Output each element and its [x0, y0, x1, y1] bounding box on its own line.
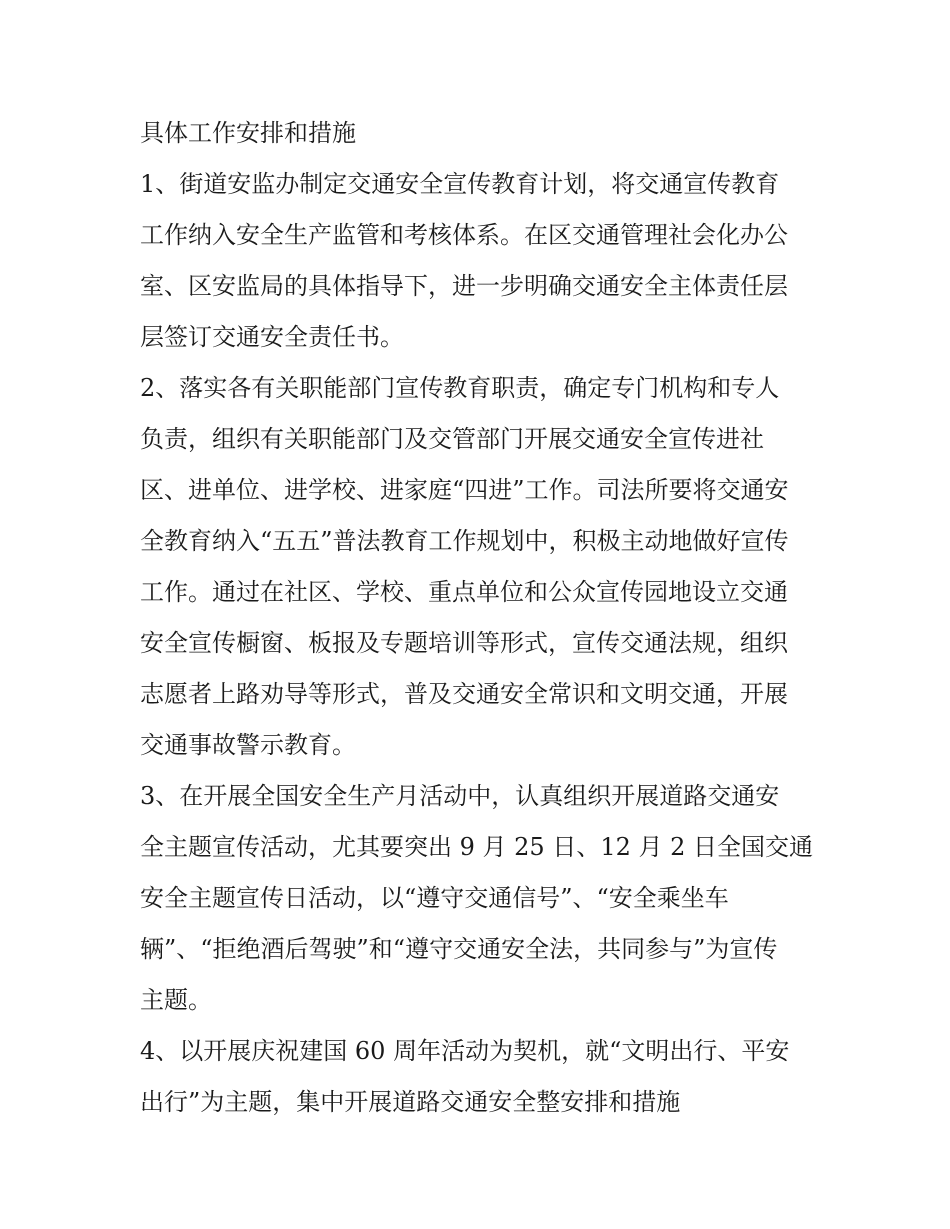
- paragraph-3: [140, 771, 820, 1026]
- paragraph-line: 2、落实各有关职能部门宣传教育职责，确定专门机构和专人: [140, 374, 780, 402]
- paragraph-line: 工作纳入安全生产监管和考核体系。在区交通管理社会化办公: [140, 221, 788, 249]
- paragraph-line: 全教育纳入“五五”普法教育工作规划中，积极主动地做好宣传: [140, 527, 789, 555]
- paragraph-line: 区、进单位、进学校、进家庭“四进”工作。司法所要将交通安: [140, 476, 789, 504]
- paragraph-line: 出行”为主题，集中开展道路交通安全整安排和措施: [140, 1088, 681, 1116]
- paragraph-line: 主题。: [140, 986, 212, 1014]
- paragraph-line: 工作。通过在社区、学校、重点单位和公众宣传园地设立交通: [140, 578, 788, 606]
- paragraph-line: 1、街道安监办制定交通安全宣传教育计划，将交通宣传教育: [140, 170, 780, 198]
- document-body: [140, 108, 820, 1128]
- paragraph-line: 层签订交通安全责任书。: [140, 323, 404, 351]
- paragraph-2: [140, 363, 820, 771]
- paragraph-line: 志愿者上路劝导等形式，普及交通安全常识和文明交通，开展: [140, 680, 788, 708]
- document-heading: 具体工作安排和措施: [140, 119, 356, 147]
- paragraph-4: [140, 1026, 820, 1128]
- paragraph-line: 安全主题宣传日活动，以“遵守交通信号”、“安全乘坐车: [140, 884, 729, 912]
- paragraph-1: [140, 159, 820, 363]
- paragraph-line: 安全宣传橱窗、板报及专题培训等形式，宣传交通法规，组织: [140, 629, 788, 657]
- paragraph-line: 全主题宣传活动，尤其要突出 9 月 25 日、12 月 2 日全国交通: [140, 833, 814, 861]
- paragraph-line: 3、在开展全国安全生产月活动中，认真组织开展道路交通安: [140, 782, 780, 810]
- paragraph-line: 室、区安监局的具体指导下，进一步明确交通安全主体责任层: [140, 272, 788, 300]
- paragraph-line: 交通事故警示教育。: [140, 731, 356, 759]
- paragraph-line: 辆”、“拒绝酒后驾驶”和“遵守交通安全法，共同参与”为宣传: [140, 935, 778, 963]
- paragraph-line: 4、以开展庆祝建国 60 周年活动为契机，就“文明出行、平安: [140, 1037, 790, 1065]
- paragraph-line: 负责，组织有关职能部门及交管部门开展交通安全宣传进社: [140, 425, 764, 453]
